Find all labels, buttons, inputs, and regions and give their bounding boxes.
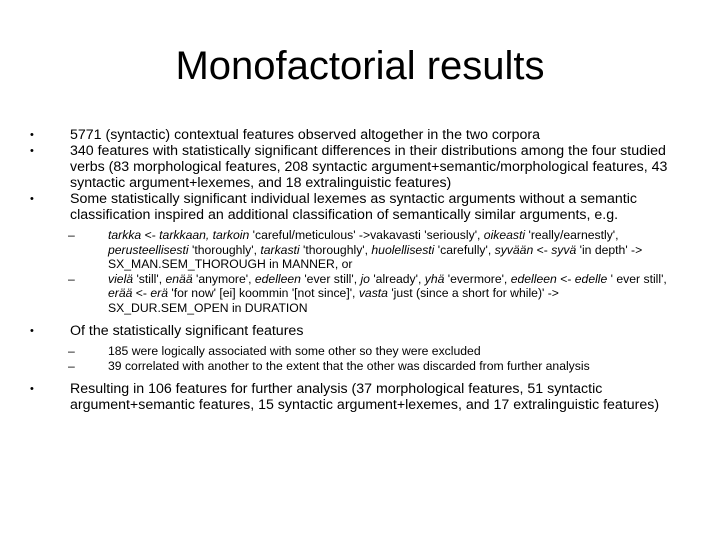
sub-item-text: vielä 'still', enää 'anymore', edelleen 'ever still', jo 'already', yhä 'evermore', edelleen <- edelle ' ever still', erää <- erä 'for now' [ei] koommin '[not since]', vasta 'just (since a short for while)' -> SX_DUR.SEM_OPEN in DURATION: [108, 271, 667, 315]
bullet-item: [30, 191, 680, 223]
bullet-text: 5771 (syntactic) contextual features observed altogether in the two corpora: [70, 127, 541, 143]
bullet-icon: •: [30, 383, 34, 395]
sub-item-correlated: [68, 359, 680, 374]
sub-item-example-duration: [68, 272, 680, 316]
bullet-item: [30, 127, 680, 143]
dash-icon: –: [68, 344, 75, 358]
bullet-icon: •: [30, 145, 34, 157]
sub-list-features: [30, 344, 680, 373]
sub-item-excluded: [68, 344, 680, 359]
slide-title: Monofactorial results: [175, 44, 545, 88]
bullet-item: [30, 323, 680, 339]
bullet-text: Some statistically significant individual lexemes as syntactic arguments without a semantic classification inspired an additional classification of semantically similar arguments, e.g.: [70, 191, 637, 223]
bullet-icon: •: [30, 325, 34, 337]
bullet-item: [30, 381, 680, 413]
bullet-text: Of the statistically significant features: [70, 323, 304, 339]
sub-item-example-thorough: [68, 228, 680, 272]
bullet-text: Resulting in 106 features for further analysis (37 morphological features, 51 syntactic argument+semantic features, 15 syntactic argument+lexemes, and 17 extralinguistic features): [70, 381, 660, 413]
sub-item-text: tarkka <- tarkkaan, tarkoin 'careful/meticulous' ->vakavasti 'seriously', oikeasti 'really/earnestly', perusteellisesti 'thoroughly', tarkasti 'thoroughly', huolellisesti 'carefully', syvään <- syvä 'in depth' -> SX_MAN.SEM_THOROUGH in MANNER, or: [108, 228, 643, 271]
dash-icon: –: [68, 358, 75, 373]
dash-icon: –: [68, 271, 75, 286]
sub-list-examples: [30, 228, 680, 315]
sub-item-text: 185 were logically associated with some other so they were excluded: [108, 344, 481, 358]
bullet-list: [30, 127, 680, 413]
sub-item-text: 39 correlated with another to the extent that the other was discarded from further analysis: [108, 358, 590, 373]
dash-icon: –: [68, 228, 75, 242]
bullet-icon: •: [30, 193, 34, 205]
bullet-item: [30, 143, 680, 191]
bullet-text: 340 features with statistically significant differences in their distributions among the four studied verbs (83 morphological features, 208 syntactic argument+semantic/morphological features, 43 syntactic argument+lexemes, and 18 extralinguistic features): [70, 143, 668, 191]
bullet-icon: •: [30, 129, 34, 141]
